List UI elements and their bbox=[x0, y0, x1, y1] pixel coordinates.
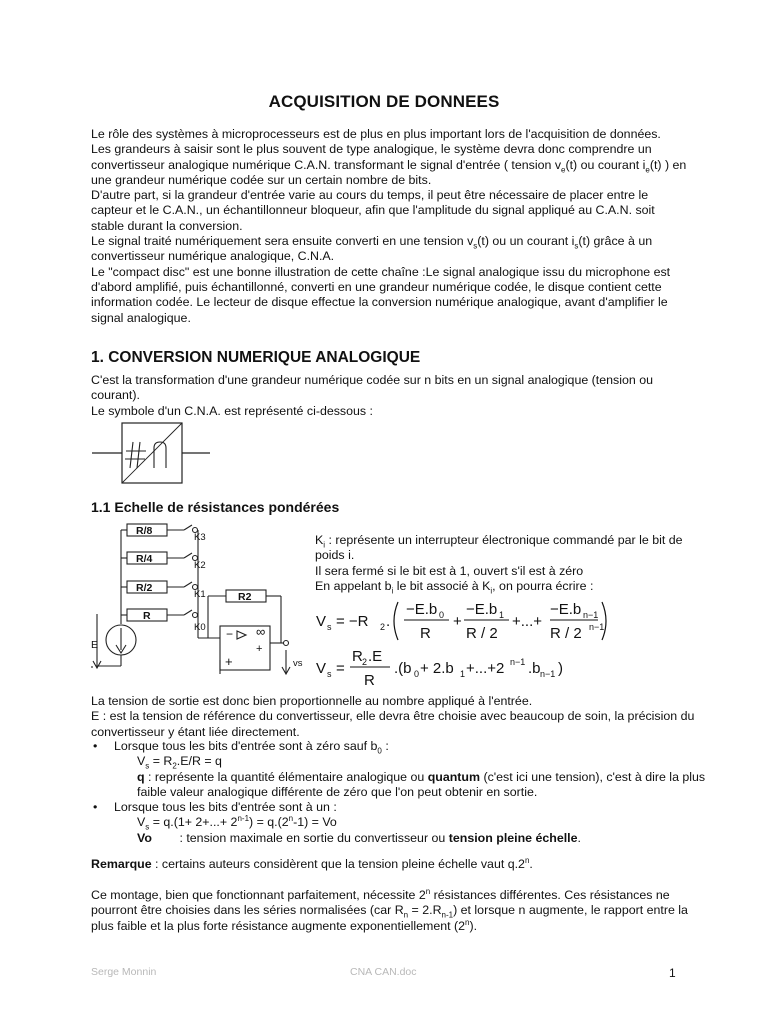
svg-text:R: R bbox=[364, 672, 375, 689]
svg-text:+...+: +...+ bbox=[512, 613, 543, 630]
opamp-plus: + bbox=[225, 654, 233, 669]
resistor-ladder-circuit bbox=[88, 516, 320, 676]
desc-line-1: $K_i$ : représente un interrupteur électronique commandé par le bit de poids i. bbox=[315, 533, 683, 563]
intro-p2: Les grandeurs à saisir sont le plus souvent de type analogique, le système devra donc comprendre un convertisseur analogique numérique C.A.N. transformant le signal d'entrée ( tension $v_e(t)$ ou courant $i_e(t)$ ) en une grandeur numérique codée sur un certain nombre de bits. bbox=[91, 142, 687, 187]
intro-p3: D'autre part, si la grandeur d'entrée varie au cours du temps, il peut être nécessaire de placer entre le capteur et le C.A.N., un échantillonneur bloqueur, afin que l'amplitude du signal appliqué au C.A.N. soit stable durant la conversion. bbox=[91, 188, 655, 233]
opamp-infinity: ∞ bbox=[256, 624, 266, 639]
svg-text:n−1: n−1 bbox=[583, 610, 599, 620]
svg-text:n−1: n−1 bbox=[589, 622, 605, 632]
intro-p1: Le rôle des systèmes à microprocesseurs est de plus en plus important lors de l'acquisition de données. bbox=[91, 127, 661, 141]
svg-text:+: + bbox=[453, 613, 462, 630]
svg-text:0: 0 bbox=[414, 669, 420, 679]
after-p2: E : est la tension de référence du convertisseur, elle devra être choisie avec beaucoup de soin, la précision du convertisseur y étant liée directement. bbox=[91, 709, 695, 739]
svg-text:R: R bbox=[352, 648, 363, 665]
svg-text:1: 1 bbox=[499, 610, 505, 620]
page-number: 1 bbox=[669, 966, 676, 980]
svg-text:.(b: .(b bbox=[394, 660, 412, 677]
cna-symbol bbox=[90, 420, 215, 488]
svg-text:s: s bbox=[327, 669, 332, 679]
svg-text:+...+2: +...+2 bbox=[466, 660, 505, 677]
resistor-label-r4: R/4 bbox=[136, 553, 153, 565]
section1-text bbox=[91, 373, 691, 419]
switch-label-k2: K2 bbox=[194, 560, 206, 571]
switch-label-k0: K0 bbox=[194, 622, 206, 633]
svg-text:+ 2.b: + 2.b bbox=[420, 660, 454, 677]
remark: Remarque : certains auteurs considèrent que la tension pleine échelle vaut q.2$^n$. bbox=[91, 855, 533, 871]
switch-description bbox=[315, 533, 695, 594]
svg-text:): ) bbox=[558, 660, 563, 677]
resistor-label-r: R bbox=[143, 610, 151, 622]
svg-text:V: V bbox=[316, 613, 327, 630]
formula-q: $V_s = R_2.E/R = q$ bbox=[137, 754, 222, 771]
svg-text:.: . bbox=[386, 613, 391, 630]
desc-line-3: En appelant $b_i$ le bit associé à $K_i$, on pourra écrire : bbox=[315, 578, 594, 596]
intro-text bbox=[91, 127, 691, 326]
resistor-label-r2: R/2 bbox=[136, 582, 153, 594]
section1-p2: Le symbole d'un C.N.A. est représenté ci-dessous : bbox=[91, 403, 373, 418]
page-title: ACQUISITION DE DONNEES bbox=[268, 92, 500, 111]
output-label-vs: vs bbox=[293, 658, 303, 669]
bullet-item-zero: • Lorsque tous les bits d'entrée sont à zéro sauf $b_0$ : bbox=[91, 739, 711, 754]
svg-text:1: 1 bbox=[460, 669, 466, 679]
formula-vs-weighted bbox=[314, 645, 614, 689]
svg-text:V: V bbox=[316, 660, 327, 677]
svg-text:.E: .E bbox=[368, 648, 383, 665]
svg-text:n−1: n−1 bbox=[510, 657, 526, 667]
svg-text:−E.b: −E.b bbox=[550, 601, 582, 618]
formula-vo: $V_s = q.(1+ 2+...+ 2^{n-1}) = q.(2^n-1) = Vo$ bbox=[137, 814, 337, 832]
svg-text:.b: .b bbox=[528, 660, 541, 677]
bullet-list bbox=[91, 739, 711, 846]
intro-p5: Le "compact disc" est une bonne illustration de cette chaîne :Le signal analogique issu du microphone est d'abord amplifié, puis échantillonné, converti en une grandeur numérique codée, le disque contient cette information codée. Le lecteur de disque effectue la conversion numérique analogique, avant d'amplifier le signal analogique. bbox=[91, 264, 671, 325]
desc-line-2: Il sera fermé si le bit est à 1, ouvert s'il est à zéro bbox=[315, 563, 584, 578]
section1-p1: C'est la transformation d'une grandeur numérique codée sur n bits en un signal analogique (tension ou courant). bbox=[91, 373, 653, 403]
switch-label-k3: K3 bbox=[194, 532, 206, 543]
intro-p4: Le signal traité numériquement sera ensuite converti en une tension $v_s(t)$ ou un courant $i_s(t)$ grâce à un convertisseur numérique analogique, C.N.A. bbox=[91, 234, 653, 264]
formula-vs-sum bbox=[314, 596, 614, 646]
svg-text:2: 2 bbox=[362, 657, 368, 667]
after-p1: La tension de sortie est donc bien proportionnelle au nombre appliqué à l'entrée. bbox=[91, 694, 533, 708]
svg-text:−E.b: −E.b bbox=[466, 601, 498, 618]
svg-text:s: s bbox=[327, 622, 332, 632]
source-label-e: E bbox=[91, 639, 99, 651]
svg-text:−E.b: −E.b bbox=[406, 601, 438, 618]
footer-author: Serge Monnin bbox=[91, 966, 157, 978]
switch-label-k1: K1 bbox=[194, 589, 206, 600]
after-text bbox=[91, 694, 701, 740]
opamp-out-plus: + bbox=[256, 643, 263, 655]
closing-paragraph: Ce montage, bien que fonctionnant parfaitement, nécessite 2$^n$ résistances différentes. Ces résistances ne pourront être choisies dans les séries normalisées (car $R_n = 2.R_{n-1}$) et lorsque n augmente, le rapport entre la plus faible et la plus forte résistance augmente exponentiellement (2$^n$). bbox=[91, 886, 688, 933]
svg-text:R / 2: R / 2 bbox=[550, 625, 582, 642]
opamp-minus: − bbox=[226, 627, 234, 641]
svg-text:n−1: n−1 bbox=[540, 669, 556, 679]
svg-text:0: 0 bbox=[439, 610, 445, 620]
section-heading-1-1: 1.1 Echelle de résistances pondérées bbox=[91, 499, 340, 515]
svg-text:=: = bbox=[336, 660, 345, 677]
vo-definition: Vo : tension maximale en sortie du convertisseur ou tension pleine échelle. bbox=[137, 830, 581, 845]
bullet-item-all-ones: • Lorsque tous les bits d'entrée sont à un : bbox=[91, 800, 711, 815]
svg-text:R: R bbox=[420, 625, 431, 642]
footer-filename: CNA CAN.doc bbox=[350, 966, 417, 978]
resistor-label-r2-feedback: R2 bbox=[238, 591, 252, 603]
svg-text:2: 2 bbox=[380, 622, 386, 632]
svg-text:R / 2: R / 2 bbox=[466, 625, 498, 642]
section-heading-1: 1. CONVERSION NUMERIQUE ANALOGIQUE bbox=[91, 349, 421, 366]
resistor-label-r8: R/8 bbox=[136, 525, 153, 537]
quantum-definition: q : représente la quantité élémentaire analogique ou quantum (c'est ici une tension), c'est à dire la plus faible valeur analogique différente de zéro que l'on peut obtenir en sortie. bbox=[137, 769, 706, 799]
svg-text:= −R: = −R bbox=[336, 613, 369, 630]
